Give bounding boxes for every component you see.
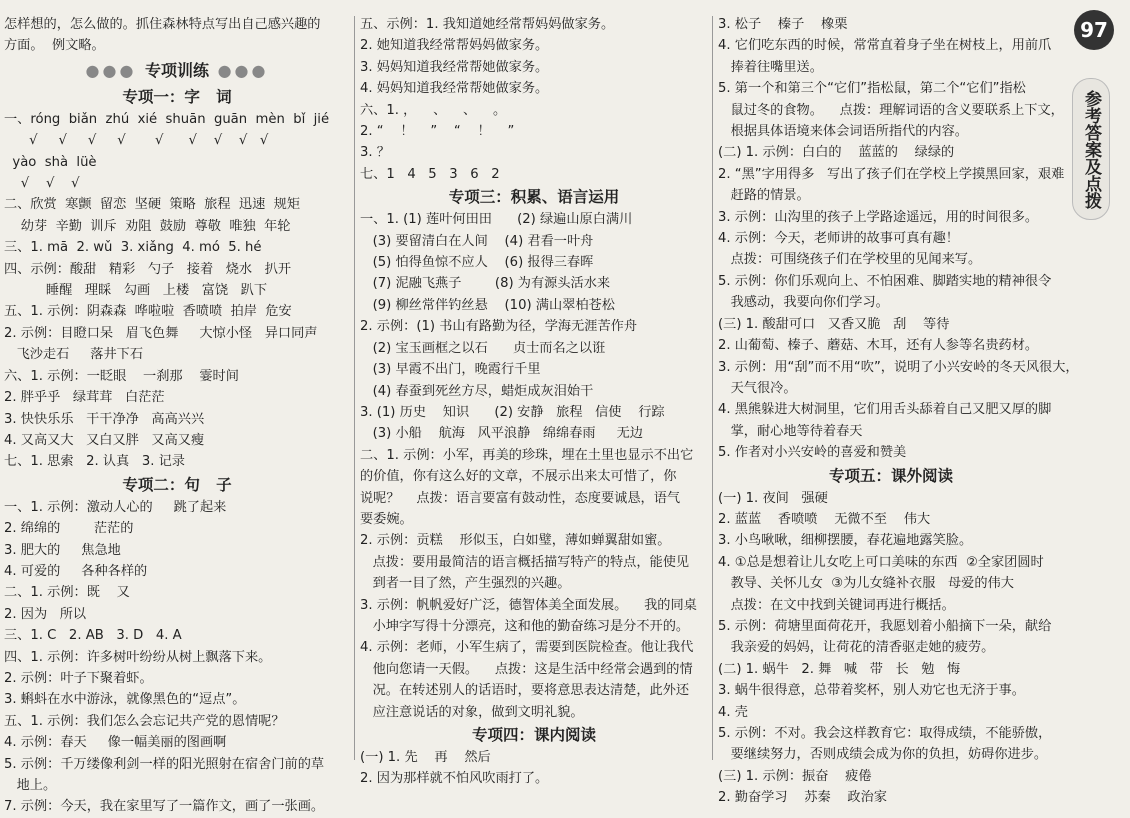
answer-line: 2. 蓝蓝 香喷喷 无微不至 伟大 bbox=[718, 511, 931, 527]
answer-line: 2. 示例：贡糕 形似玉，白如璧，薄如蝉翼甜如蜜。 bbox=[360, 533, 671, 549]
section-heading: 专项一：字 词 bbox=[122, 87, 232, 106]
column-divider bbox=[354, 16, 355, 760]
page-side-tab bbox=[1068, 8, 1126, 438]
answer-line: 三、1. C 2. AB 3. D 4. A bbox=[4, 628, 182, 644]
answer-line: (9) 柳丝常伴钓丝悬 (10) 满山翠柏苍松 bbox=[360, 297, 615, 313]
answer-column-1 bbox=[4, 14, 350, 815]
answer-line: 三、1. mā 2. wǔ 3. xiǎng 4. mó 5. hé bbox=[4, 240, 262, 256]
answer-line: 2. 她知道我经常帮妈妈做家务。 bbox=[360, 38, 549, 54]
answer-line: 3. 快快乐乐 干干净净 高高兴兴 bbox=[4, 411, 205, 427]
answer-line: 要继续努力，否则成绩会成为你的负担，妨碍你进步。 bbox=[718, 747, 1048, 763]
answer-line: 方面。 例文略。 bbox=[4, 38, 105, 54]
answer-line: 2. “黑”字用得多 写出了孩子们在学校上学摸黑回家，艰难 bbox=[718, 166, 1065, 182]
answer-line: √ √ √ √ √ √ √ √ √ bbox=[4, 133, 269, 149]
answer-line: 四、示例：酸甜 精彩 勺子 接着 烧水 扒开 bbox=[4, 261, 292, 277]
answer-line: (二) 1. 示例：白白的 蓝蓝的 绿绿的 bbox=[718, 145, 955, 161]
answer-line: 飞沙走石 落井下石 bbox=[4, 347, 144, 363]
answer-line: 应注意说话的对象，做到文明礼貌。 bbox=[360, 704, 584, 720]
answer-column-2 bbox=[360, 14, 708, 787]
answer-line: 的价值，你有这么好的文章，不展示出来太可惜了，你 bbox=[360, 469, 677, 485]
answer-line: (5) 怕得鱼惊不应人 (6) 报得三春晖 bbox=[360, 255, 594, 271]
section-heading: 专项五：课外阅读 bbox=[828, 466, 953, 485]
answer-line: 一、1. 示例：激动人心的 跳了起来 bbox=[4, 499, 227, 515]
answer-line: 说呢？ 点拨：语言要富有鼓动性，态度要诚恳，语气 bbox=[360, 490, 681, 506]
answer-column-3 bbox=[718, 14, 1079, 806]
answer-line: 4. 示例：春天 像一幅美丽的图画啊 bbox=[4, 735, 227, 751]
page-number-badge: 97 bbox=[1074, 10, 1114, 50]
answer-line: 4. 它们吃东西的时候，常常直着身子坐在树枝上，用前爪 bbox=[718, 38, 1052, 54]
answer-line: 5. 示例：荷塘里面荷花开，我愿划着小船摘下一朵，献给 bbox=[718, 618, 1052, 634]
answer-line: 2. 示例：叶子下聚着虾。 bbox=[4, 670, 153, 686]
answer-line: 捧着往嘴里送。 bbox=[718, 59, 823, 75]
answer-line: 4. 黑熊躲进大树洞里，它们用舌头舔着自己又肥又厚的脚 bbox=[718, 402, 1052, 418]
answer-line: yào shà lüè bbox=[4, 154, 97, 170]
answer-line: 睡醒 理睬 勾画 上楼 富饶 趴下 bbox=[4, 283, 268, 299]
answer-line: 4. 又高又大 又白又胖 又高又瘦 bbox=[4, 432, 205, 448]
answer-line: 2. 绵绵的 茫茫的 bbox=[4, 521, 134, 537]
answer-line: 3. 妈妈知道我经常帮她做家务。 bbox=[360, 59, 549, 75]
answer-line: 二、1. 示例：既 又 bbox=[4, 585, 130, 601]
answer-line: 我感动，我要向你们学习。 bbox=[718, 295, 889, 311]
answer-line: 5. 示例：你们乐观向上、不怕困难、脚踏实地的精神很令 bbox=[718, 273, 1052, 289]
answer-line: 五、1. 示例：阴森森 哗啦啦 香喷喷 拍岸 危安 bbox=[4, 304, 292, 320]
answer-line: 4. 妈妈知道我经常帮她做家务。 bbox=[360, 81, 549, 97]
answer-line: 鼠过冬的食物。 点拨：理解词语的含义要联系上下文， bbox=[718, 102, 1064, 118]
answer-line: 2. 因为那样就不怕风吹雨打了。 bbox=[360, 771, 549, 787]
answer-line: 3. (1) 历史 知识 (2) 安静 旅程 信使 行踪 bbox=[360, 404, 665, 420]
answer-line: (二) 1. 蜗牛 2. 舞 喊 带 长 勉 悔 bbox=[718, 661, 961, 677]
answer-line: 六、1. ， 、 、 。 bbox=[360, 102, 507, 118]
answer-line: (3) 小船 航海 风平浪静 绵绵春雨 无边 bbox=[360, 426, 643, 442]
answer-line: 二、1. 示例：小军，再美的珍珠，埋在土里也显示不出它 bbox=[360, 447, 694, 463]
column-divider bbox=[712, 16, 713, 760]
answer-line: 一、róng biǎn zhú xié shuān guān mèn bǐ jié bbox=[4, 111, 330, 127]
answer-line: 点拨：可围绕孩子们在学校里的见闻来写。 bbox=[718, 252, 982, 268]
answer-line: 二、欣赏 寒颤 留恋 坚硬 策略 旅程 迅速 规矩 bbox=[4, 197, 301, 213]
answer-line: 我亲爱的妈妈，让荷花的清香驱走她的疲劳。 bbox=[718, 640, 995, 656]
answer-line: 2. 勤奋学习 苏秦 政治家 bbox=[718, 790, 887, 806]
answer-line: 3. ？ bbox=[360, 145, 390, 161]
answer-line: 地上。 bbox=[4, 778, 57, 793]
section-heading: 专项三：积累、语言运用 bbox=[448, 188, 620, 207]
answer-line: 2. 示例：(1) 书山有路勤为径，学海无涯苦作舟 bbox=[360, 319, 638, 335]
answer-line: 3. 示例：帆帆爱好广泛，德智体美全面发展。 我的同桌 bbox=[360, 597, 697, 613]
answer-line: 一、1. (1) 莲叶何田田 (2) 绿遍山原白满川 bbox=[360, 212, 633, 228]
answer-line: 5. 示例：不对。我会这样教育它：取得成绩，不能骄傲， bbox=[718, 726, 1052, 741]
answer-line: (2) 宝玉画框之以石 贞士而名之以诳 bbox=[360, 340, 606, 356]
section-heading: 专项二：句 子 bbox=[122, 475, 232, 494]
answer-line: 要委婉。 bbox=[360, 511, 413, 527]
answer-line: 5. 第一个和第三个“它们”指松鼠，第二个“它们”指松 bbox=[718, 81, 1026, 97]
answer-line: 到者一目了然，产生强烈的兴趣。 bbox=[360, 576, 571, 592]
answer-line: 5. 示例：千万缕像利剑一样的阳光照射在宿舍门前的草 bbox=[4, 756, 325, 772]
section-main-title: ●●● 专项训练 ●●● bbox=[85, 60, 269, 80]
answer-line: 点拨：在文中找到关键词再进行概括。 bbox=[718, 597, 955, 613]
answer-line: 根据具体语境来体会词语所指代的内容。 bbox=[718, 124, 968, 140]
answer-line: √ √ √ bbox=[4, 176, 80, 192]
answer-line: 七、1 4 5 3 6 2 bbox=[360, 166, 500, 182]
answer-line: 七、1. 思索 2. 认真 3. 记录 bbox=[4, 454, 185, 470]
section-tab-label: 参考答案及点拨 bbox=[1072, 78, 1110, 220]
section-heading: 专项四：课内阅读 bbox=[471, 726, 596, 744]
answer-line: (三) 1. 酸甜可口 又香又脆 刮 等待 bbox=[718, 316, 950, 332]
answer-line: 点拨：要用最简洁的语言概括描写特产的特点，能使见 bbox=[360, 554, 690, 570]
answer-line: 况。在转述别人的话语时，要将意思表达清楚，此外还 bbox=[360, 683, 690, 699]
answer-line: 小坤字写得十分漂亮，这和他的勤奋练习是分不开的。 bbox=[360, 618, 690, 634]
answer-line: 2. “ ！ ” “ ！ ” bbox=[360, 124, 515, 140]
answer-line: 2. 山葡萄、榛子、蘑菇、木耳，还有人参等名贵药材。 bbox=[718, 338, 1039, 354]
answer-line: (4) 春蚕到死丝方尽，蜡炬成灰泪始干 bbox=[360, 383, 594, 399]
answer-line: 3. 蝌蚪在水中游泳，就像黑色的“逗点”。 bbox=[4, 692, 246, 708]
answer-line: (3) 要留清白在人间 (4) 君看一叶舟 bbox=[360, 233, 594, 249]
answer-line: 四、1. 示例：许多树叶纷纷从树上飘落下来。 bbox=[4, 649, 272, 665]
answer-line: (一) 1. 夜间 强硬 bbox=[718, 490, 828, 506]
answer-line: 六、1. 示例：一眨眼 一刹那 霎时间 bbox=[4, 368, 239, 384]
answer-line: 五、1. 示例：我们怎么会忘记共产党的恩情呢？ bbox=[4, 713, 285, 729]
answer-line: 3. 小鸟啾啾，细柳摆腰，春花遍地露笑脸。 bbox=[718, 533, 973, 549]
answer-line: (一) 1. 先 再 然后 bbox=[360, 750, 491, 765]
answer-line: 3. 松子 榛子 橡栗 bbox=[718, 17, 848, 32]
answer-line: 天气很冷。 bbox=[718, 380, 797, 396]
answer-line: 3. 蜗牛很得意，总带着奖杯，别人劝它也无济于事。 bbox=[718, 683, 1025, 699]
answer-line: 5. 作者对小兴安岭的喜爱和赞美 bbox=[718, 445, 907, 461]
answer-line: 4. 可爱的 各种各样的 bbox=[4, 563, 148, 579]
answer-line: 赶路的情景。 bbox=[718, 188, 810, 204]
answer-line: 2. 胖乎乎 绿茸茸 白茫茫 bbox=[4, 390, 165, 406]
answer-line: 3. 肥大的 焦急地 bbox=[4, 542, 121, 558]
answer-line: 他向您请一天假。 点拨：这是生活中经常会遇到的情 bbox=[360, 661, 693, 677]
answer-line: 2. 因为 所以 bbox=[4, 606, 87, 622]
answer-line: 五、示例：1. 我知道她经常帮妈妈做家务。 bbox=[360, 17, 615, 32]
answer-line: 3. 示例：山沟里的孩子上学路途遥远，用的时间很多。 bbox=[718, 209, 1039, 225]
answer-line: (三) 1. 示例：振奋 疲倦 bbox=[718, 768, 872, 784]
answer-line: 4. 壳 bbox=[718, 704, 748, 720]
answer-line: 怎样想的，怎么做的。抓住森林特点写出自己感兴趣的 bbox=[4, 17, 321, 32]
answer-line: 4. 示例：老师，小军生病了，需要到医院检查。他让我代 bbox=[360, 640, 694, 656]
answer-line: 幼芽 辛勤 训斥 劝阻 鼓励 尊敬 唯独 年轮 bbox=[4, 218, 291, 234]
answer-line: 2. 示例：目瞪口呆 眉飞色舞 大惊小怪 异口同声 bbox=[4, 325, 318, 341]
answer-line: 教导、关怀儿女 ③为儿女缝补衣服 母爱的伟大 bbox=[718, 576, 1014, 592]
answer-line: 掌，耐心地等待着春天 bbox=[718, 423, 863, 439]
answer-line: (3) 早霞不出门，晚霞行千里 bbox=[360, 362, 541, 378]
answer-line: 7. 示例：今天，我在家里写了一篇作文，画了一张画。 bbox=[4, 799, 325, 815]
answer-line: 3. 示例：用“刮”而不用“吹”，说明了小兴安岭的冬天风很大， bbox=[718, 359, 1079, 375]
answer-line: 4. ①总是想着让儿女吃上可口美味的东西 ②全家团圆时 bbox=[718, 554, 1044, 570]
answer-line: 4. 示例：今天，老师讲的故事可真有趣！ bbox=[718, 231, 959, 247]
answer-line: (7) 泥融飞燕子 (8) 为有源头活水来 bbox=[360, 276, 611, 292]
